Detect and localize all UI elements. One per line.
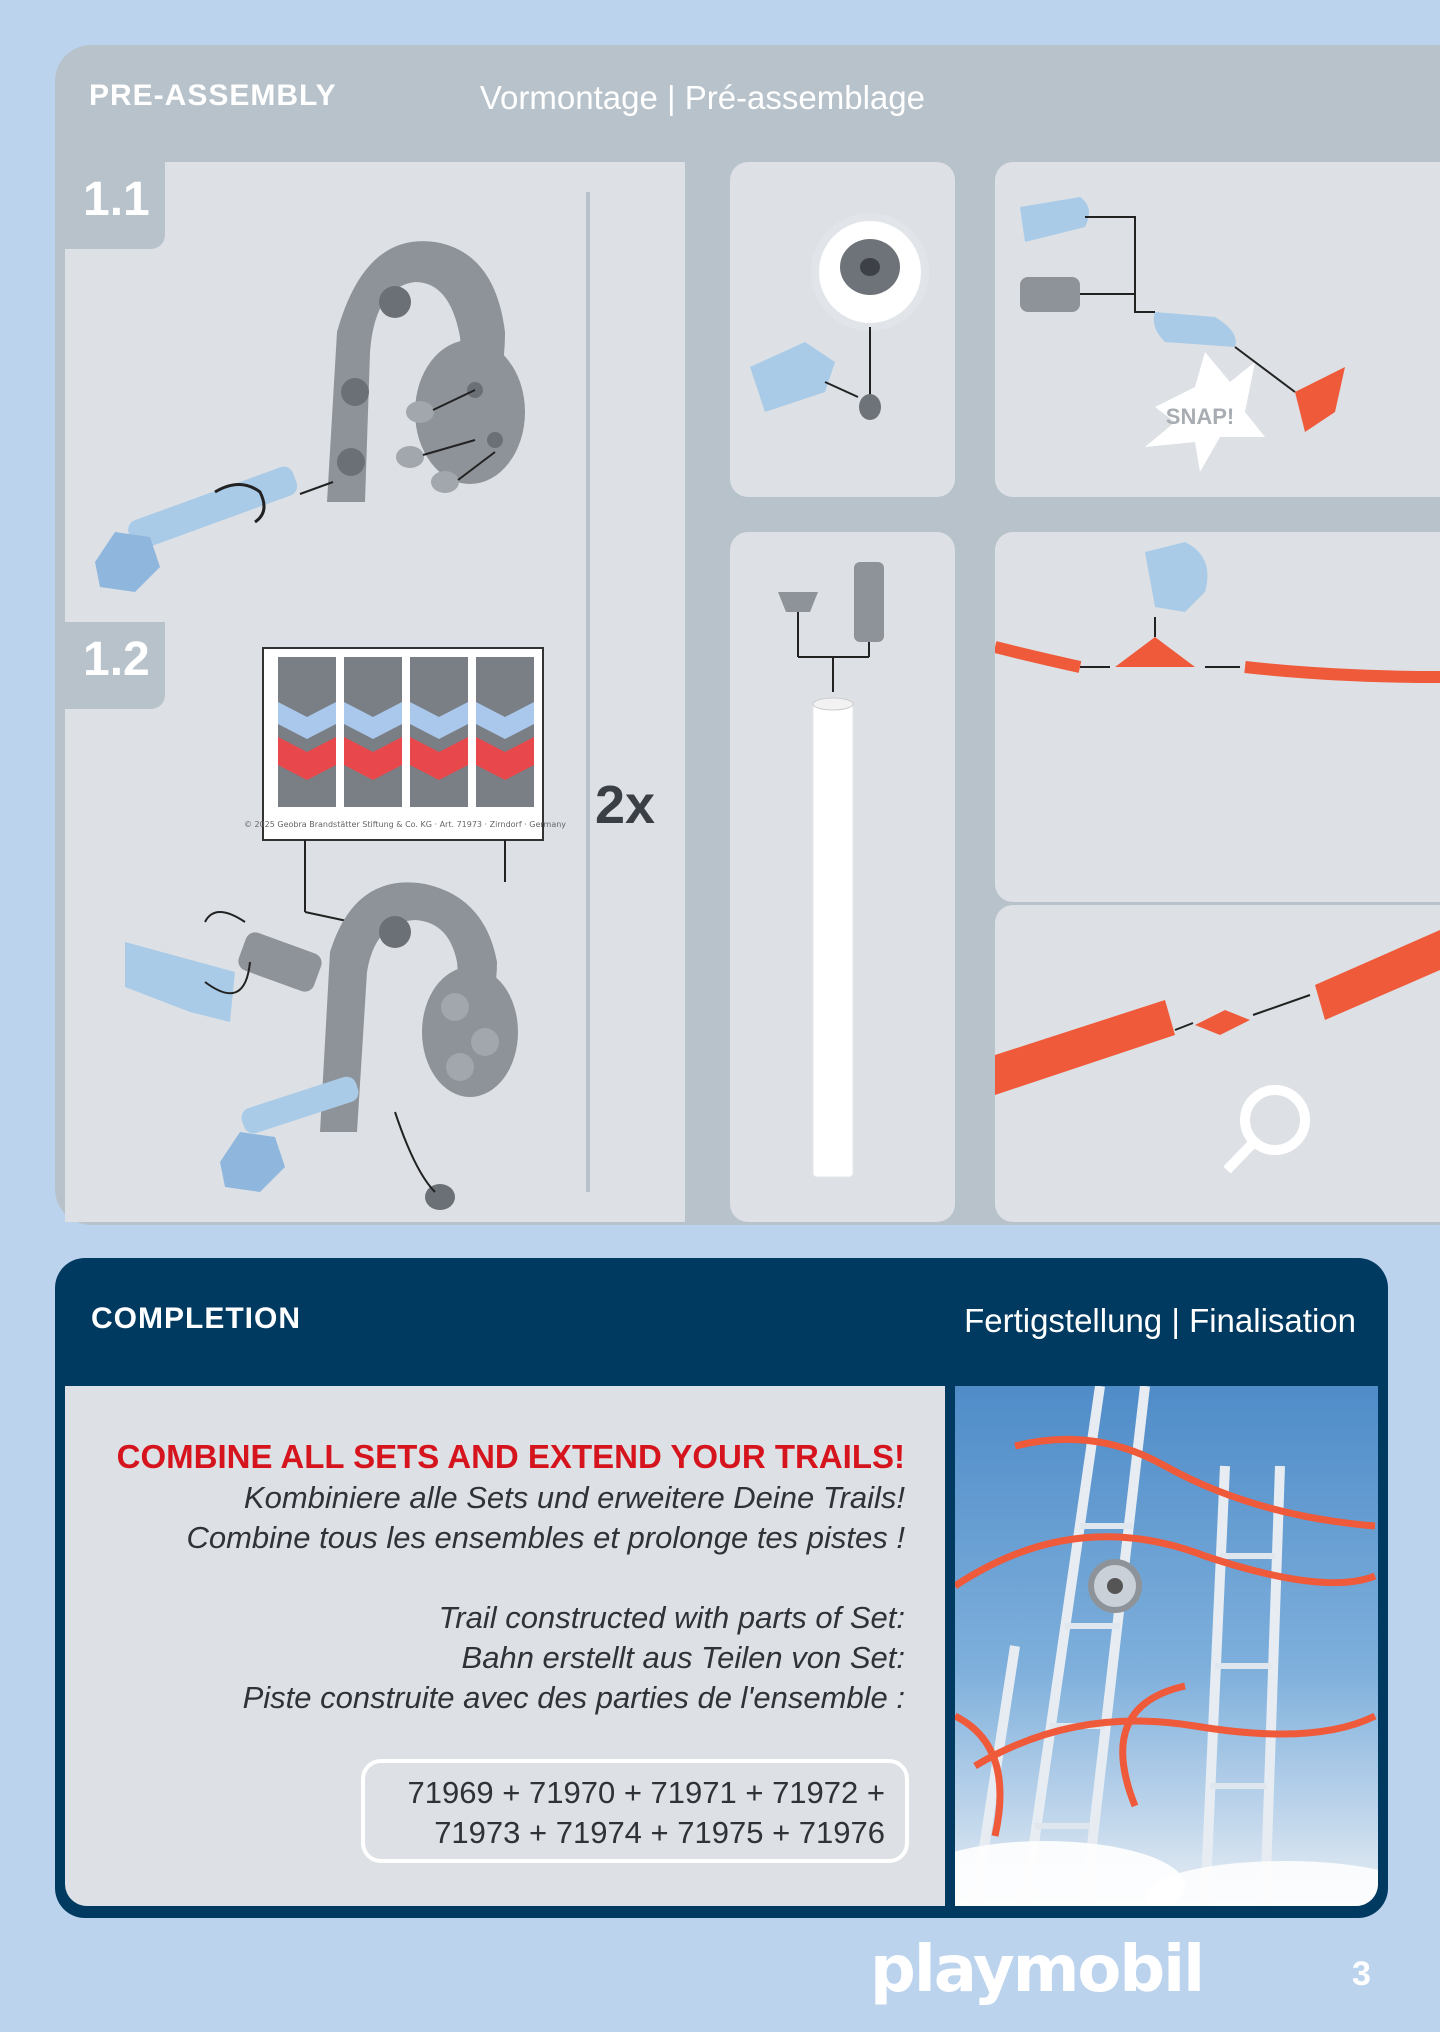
step-1-2-illustration: [65, 622, 685, 1222]
sticker-copyright: © 2025 Geobra Brandstätter Stiftung & Co. KG · Art. 71973 · Zirndorf · Germany: [243, 820, 567, 829]
step-1-1-panel: [65, 162, 685, 622]
steps-panel: [65, 162, 685, 1222]
completion-headline: COMBINE ALL SETS AND EXTEND YOUR TRAILS!: [116, 1438, 905, 1475]
completion-title: COMPLETION: [91, 1302, 301, 1335]
multiplier-label: 2x: [595, 775, 656, 835]
completion-line-fr: Combine tous les ensembles et prolonge tes pistes !: [186, 1520, 905, 1555]
pole-panel: [730, 532, 955, 1222]
page-number: 3: [1352, 1955, 1371, 1993]
track-connector-illustration: [995, 905, 1440, 1222]
cap-detail-panel: [730, 162, 955, 497]
step-1-2-badge: 1.2: [65, 622, 165, 709]
white-pole: [813, 702, 853, 1177]
completion-line-de: Kombiniere alle Sets und erweitere Deine Trails!: [243, 1480, 905, 1515]
completion-subtitle: Fertigstellung | Finalisation: [964, 1302, 1356, 1339]
set-numbers-line-2: 71973 + 71974 + 71975 + 71976: [434, 1815, 885, 1850]
steps-divider: [586, 192, 590, 1192]
step-1-2-panel: [65, 622, 685, 1222]
snap-illustration: [995, 162, 1440, 497]
track-connector-panel: [995, 905, 1440, 1222]
track-join-illustration: [995, 532, 1440, 902]
snap-label: SNAP!: [1165, 404, 1235, 429]
trail-sets-fr: Piste construite avec des parties de l'ensemble :: [242, 1680, 905, 1715]
blue-screw: [95, 464, 300, 592]
set-numbers-line-1: 71969 + 71970 + 71971 + 71972 +: [407, 1775, 885, 1810]
trail-sets-de: Bahn erstellt aus Teilen von Set:: [461, 1640, 905, 1675]
set-numbers-box: [361, 1759, 909, 1863]
completion-text-panel: [65, 1386, 945, 1906]
pre-assembly-section: [55, 45, 1440, 1225]
pre-assembly-subtitle: Vormontage | Pré-assemblage: [479, 79, 925, 116]
completed-trail-photo: [955, 1386, 1378, 1906]
step-1-1-badge: 1.1: [65, 162, 165, 249]
cap-detail-illustration: [730, 162, 955, 497]
trail-sets-en: Trail constructed with parts of Set:: [438, 1600, 905, 1635]
trail-photo-illustration: [955, 1386, 1378, 1906]
pre-assembly-title: PRE-ASSEMBLY: [89, 79, 337, 112]
playmobil-logo: playmobil: [870, 1933, 1204, 2007]
pole-illustration: [730, 532, 955, 1222]
snap-panel: [995, 162, 1440, 497]
track-join-panel: [995, 532, 1440, 902]
completion-section: [55, 1258, 1388, 1918]
magnifier-icon: [1245, 1090, 1305, 1150]
